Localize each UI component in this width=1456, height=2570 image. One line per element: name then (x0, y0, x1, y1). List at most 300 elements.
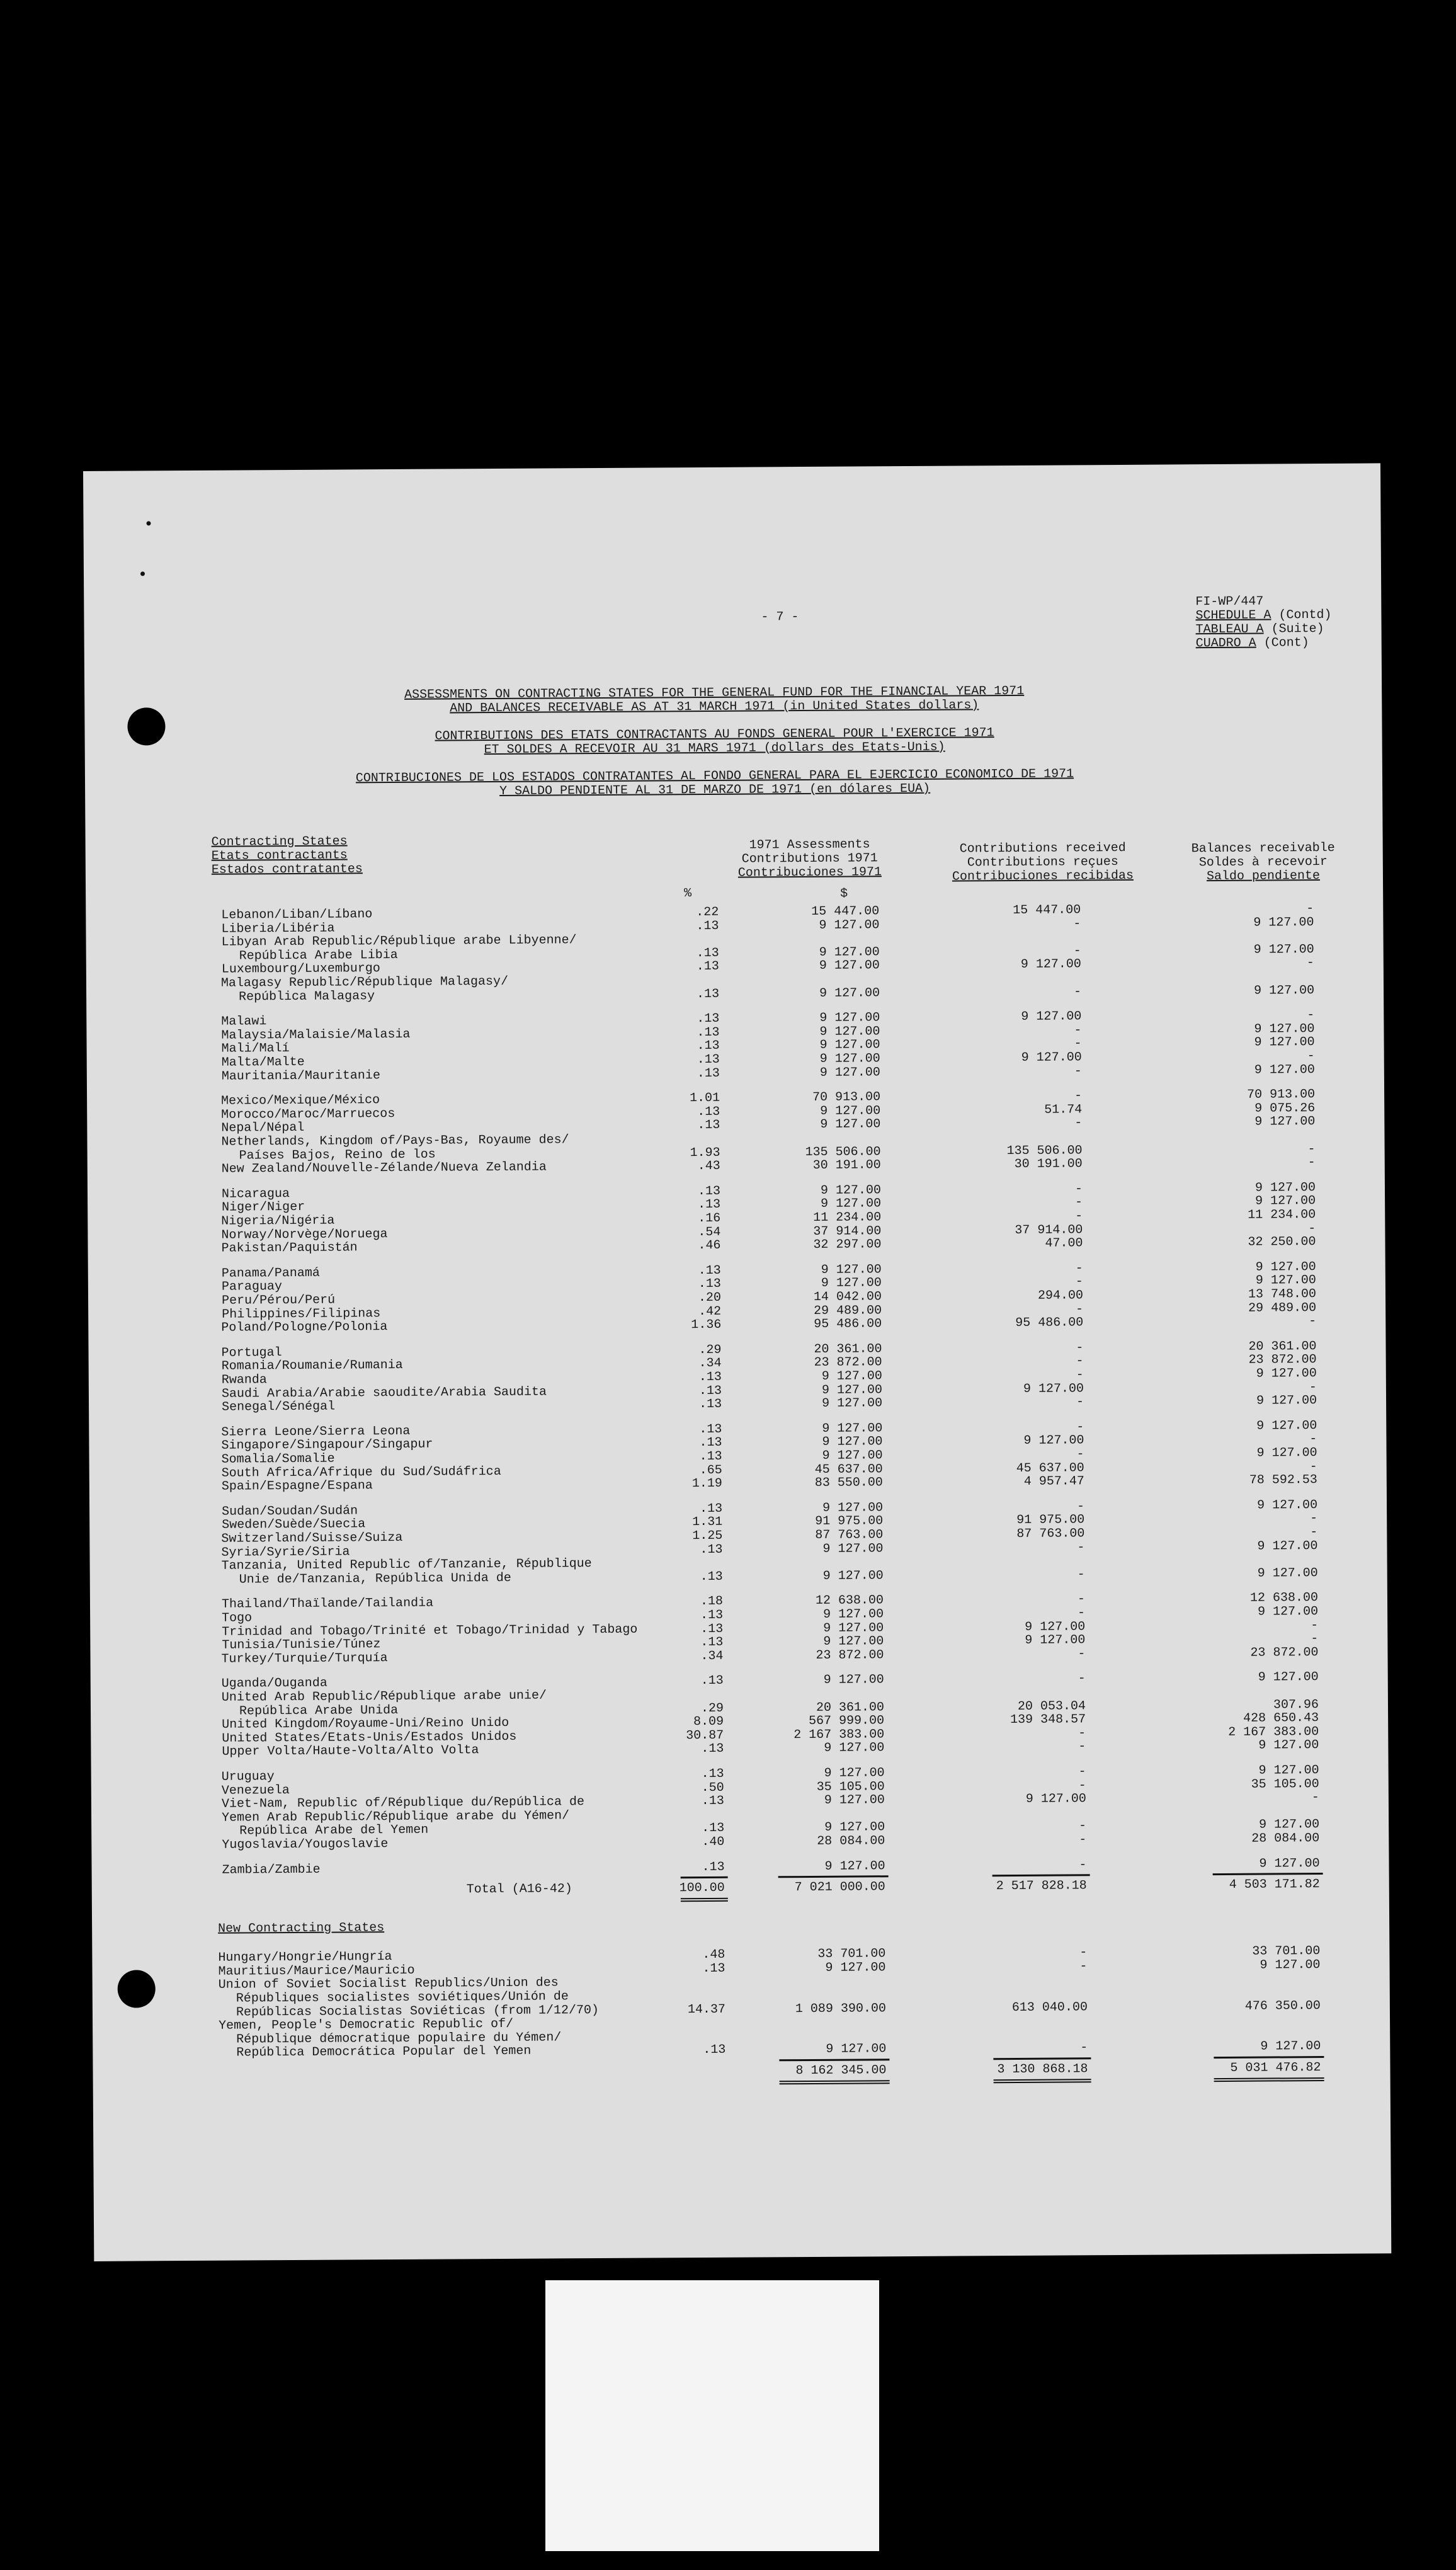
received-value: - (1074, 1182, 1083, 1197)
doc-line (1196, 622, 1324, 637)
percent-value: .13 (700, 1635, 724, 1650)
assessment-value: 12 638.00 (815, 1593, 884, 1609)
states-header-line: Contracting States (211, 834, 348, 850)
balance-value: 9 127.00 (1260, 1957, 1321, 1973)
state-name: Niger/Niger (222, 1200, 305, 1216)
received-value: 135 506.00 (1006, 1143, 1083, 1158)
ink-speck (140, 571, 145, 576)
state-name: Uganda/Ouganda (221, 1676, 327, 1692)
percent-value: .13 (701, 1794, 724, 1809)
assessment-value: 9 127.00 (823, 1634, 884, 1650)
state-name: Hungary/Hongrie/Hungría (218, 1950, 392, 1965)
percent-symbol: % (684, 886, 692, 901)
state-name: United States/Etats-Unis/Estados Unidos (222, 1729, 517, 1746)
percent-value: .20 (698, 1290, 722, 1306)
balance-value: 35 105.00 (1251, 1776, 1319, 1792)
state-name: República Arabe del Yemen (239, 1823, 429, 1839)
state-name: Rwanda (221, 1373, 267, 1388)
dollar-symbol: $ (840, 886, 848, 901)
total-received: 2 517 828.18 (996, 1878, 1087, 1894)
percent-value: 1.01 (690, 1091, 720, 1106)
assessment-value: 83 550.00 (814, 1475, 883, 1491)
double-rule (780, 2080, 890, 2084)
ink-speck (146, 521, 151, 525)
state-name: Yemen Arab Republic/République arabe du Yémen/ (221, 1808, 570, 1825)
state-name: Morocco/Maroc/Marruecos (221, 1106, 395, 1122)
assessment-value: 9 127.00 (821, 1262, 882, 1277)
state-name: Mauritania/Mauritanie (221, 1068, 380, 1084)
received-value: 613 040.00 (1011, 1999, 1088, 2015)
balance-value: 20 361.00 (1248, 1339, 1317, 1354)
assessment-value: 9 127.00 (823, 1672, 884, 1688)
balance-value: 307.96 (1273, 1697, 1319, 1713)
assessment-value: 14 042.00 (813, 1289, 882, 1305)
state-name: Turkey/Turquie/Turquía (221, 1650, 388, 1667)
percent-value: 1.19 (691, 1476, 722, 1492)
balance-value: 9 127.00 (1257, 1538, 1318, 1554)
title-fr-line: CONTRIBUTIONS DES ETATS CONTRACTANTS AU FONDS GENERAL POUR L'EXERCICE 1971 (435, 726, 994, 744)
assessment-value: 9 127.00 (819, 985, 880, 1001)
percent-value: .13 (703, 2043, 726, 2058)
balance-value: 9 127.00 (1254, 1180, 1316, 1196)
balance-value: 9 127.00 (1258, 1763, 1319, 1778)
balance-value: - (1306, 901, 1314, 917)
state-name: Mauritius/Maurice/Mauricio (218, 1963, 415, 1979)
received-value: 9 127.00 (1020, 957, 1081, 973)
received-value: - (1078, 1647, 1086, 1662)
assessment-value: 9 127.00 (824, 1740, 885, 1756)
received-header-line: Contributions reçues (967, 854, 1118, 871)
assessment-value: 28 084.00 (817, 1834, 885, 1849)
assessment-value: 9 127.00 (820, 1104, 881, 1119)
received-value: 9 127.00 (1025, 1633, 1086, 1648)
assessment-value: 1 089 390.00 (795, 2001, 887, 2016)
percent-value: .18 (700, 1594, 724, 1609)
percent-value: .13 (701, 1766, 724, 1782)
assessment-value: 9 127.00 (824, 1858, 885, 1874)
state-name: Portugal (221, 1345, 282, 1361)
percent-value: .22 (696, 905, 719, 920)
received-value: - (1077, 1539, 1085, 1555)
assessment-value: 9 127.00 (824, 1820, 885, 1836)
received-value: 4 957.47 (1023, 1474, 1084, 1490)
state-name: Sierra Leone/Sierra Leona (221, 1424, 411, 1440)
assessment-value: 135 506.00 (805, 1144, 881, 1160)
balance-value: 2 167 383.00 (1228, 1724, 1319, 1740)
percent-value: .13 (697, 1039, 720, 1054)
received-value: - (1078, 1778, 1086, 1793)
percent-value: .13 (699, 1422, 722, 1437)
index-card (545, 2280, 879, 2551)
doc-line-label: CUADRO A (1195, 636, 1256, 651)
percent-value: .13 (700, 1542, 723, 1557)
percent-value: .43 (697, 1159, 720, 1174)
received-value: - (1073, 984, 1082, 999)
received-value: - (1075, 1209, 1083, 1224)
received-value: - (1078, 1671, 1086, 1686)
title-es-line: CONTRIBUCIONES DE LOS ESTADOS CONTRATANTES AL FONDO GENERAL PARA EL EJERCICIO ECONOMICO DE 1971 (355, 767, 1074, 786)
percent-value: .13 (702, 1859, 725, 1875)
state-name: Zambia/Zambie (222, 1862, 321, 1878)
state-name: Singapore/Singapour/Singapur (221, 1437, 433, 1454)
state-name: Nicaragua (221, 1186, 290, 1202)
assessment-value: 30 191.00 (812, 1158, 881, 1174)
percent-value: .13 (697, 1052, 720, 1068)
assessment-value: 9 127.00 (821, 1369, 882, 1384)
assessments-header-line: 1971 Assessments (749, 837, 870, 853)
state-name: Senegal/Sénégal (222, 1399, 336, 1415)
double-rule (1214, 2077, 1324, 2082)
assessment-value: 9 127.00 (822, 1421, 883, 1436)
balance-value: - (1308, 1221, 1316, 1236)
state-name: Union of Soviet Socialist Republics/Union des (218, 1975, 559, 1993)
new-states-heading: New Contracting States (218, 1921, 385, 1936)
states-header-line: Estados contratantes (211, 862, 363, 877)
balance-value: 12 638.00 (1249, 1591, 1319, 1606)
state-name: Syria/Syrie/Siria (221, 1545, 350, 1560)
assessment-value: 9 127.00 (821, 1382, 883, 1398)
received-value: - (1078, 1606, 1086, 1621)
received-value: - (1073, 916, 1081, 932)
assessment-value: 9 127.00 (819, 958, 880, 974)
assessment-value: 45 637.00 (814, 1461, 883, 1477)
state-name: République démocratique populaire du Yémen/ (236, 2030, 562, 2047)
balance-value: - (1311, 1631, 1319, 1647)
state-name: United Kingdom/Royaume-Uni/Reino Unido (222, 1716, 509, 1732)
percent-value: .50 (701, 1780, 724, 1795)
received-value: - (1076, 1499, 1085, 1514)
balance-value: - (1311, 1618, 1319, 1633)
state-name: Malagasy Republic/République Malagasy/ (220, 974, 509, 991)
balance-value: - (1309, 1432, 1317, 1447)
doc-line (1195, 608, 1331, 623)
doc-symbol: FI-WP/447 (1195, 594, 1264, 610)
assessment-value: 15 447.00 (811, 904, 880, 919)
state-name: Panama/Panamá (221, 1265, 320, 1281)
received-value: - (1075, 1261, 1083, 1276)
received-value: - (1079, 1945, 1088, 1960)
percent-value: 1.36 (691, 1318, 722, 1333)
state-name: Malawi (221, 1014, 267, 1029)
title-en-line: AND BALANCES RECEIVABLE AS AT 31 MARCH 1971 (in United States dollars) (450, 698, 979, 716)
state-name: República Arabe Unida (239, 1703, 399, 1719)
state-name: Tanzania, United Republic of/Tanzanie, République (221, 1556, 592, 1573)
assessment-value: 9 127.00 (826, 2042, 887, 2057)
state-name: Tunisia/Tunisie/Túnez (222, 1637, 381, 1653)
received-value: - (1078, 1726, 1086, 1741)
assessments-header-line: Contribuciones 1971 (737, 865, 882, 881)
balance-value: 9 127.00 (1258, 1670, 1319, 1686)
state-name: Togo (222, 1611, 253, 1626)
state-name: Sudan/Soudan/Sudán (222, 1504, 358, 1519)
percent-value: .13 (697, 1012, 720, 1027)
state-name: Norway/Norvège/Noruega (221, 1226, 388, 1243)
balance-value: 9 127.00 (1258, 1604, 1319, 1619)
received-value: 9 127.00 (1025, 1791, 1086, 1807)
received-value: 15 447.00 (1013, 903, 1081, 918)
assessment-value: 9 127.00 (823, 1620, 884, 1636)
percent-value: .13 (697, 986, 720, 1002)
received-value: - (1074, 1116, 1083, 1131)
balance-value: 9 127.00 (1259, 1856, 1320, 1871)
assessment-value: 23 872.00 (816, 1648, 884, 1663)
assessment-value: 9 127.00 (822, 1448, 883, 1463)
double-rule (681, 1898, 728, 1902)
balance-value: - (1307, 1049, 1315, 1064)
single-rule (779, 2059, 889, 2061)
balance-value: - (1306, 956, 1314, 971)
percent-value: .13 (698, 1383, 722, 1398)
assessment-value: 29 489.00 (814, 1303, 882, 1318)
balance-value: 13 748.00 (1248, 1287, 1317, 1302)
balance-value: 9 075.26 (1254, 1100, 1316, 1116)
received-value: 9 127.00 (1023, 1381, 1084, 1396)
states-header-line: Etats contractants (211, 848, 348, 864)
state-name: Somalia/Somalie (221, 1451, 335, 1467)
received-value: - (1078, 1739, 1086, 1754)
assessment-value: 32 297.00 (813, 1237, 882, 1253)
balance-value: 9 127.00 (1255, 1259, 1316, 1275)
state-name: Viet-Nam, Republic of/République du/República de (221, 1795, 585, 1812)
state-name: Philippines/Filipinas (222, 1306, 381, 1322)
state-name: Liberia/Libéria (221, 921, 335, 937)
doc-line-label: TABLEAU A (1195, 622, 1264, 637)
grand-total-assessment: 8 162 345.00 (795, 2063, 887, 2079)
assessment-value: 11 234.00 (813, 1210, 882, 1225)
state-name: Malta/Malte (221, 1054, 305, 1070)
percent-value: .13 (700, 1621, 724, 1636)
percent-value: .13 (699, 1436, 722, 1451)
assessment-value: 20 361.00 (814, 1342, 882, 1357)
assessment-value: 95 486.00 (814, 1316, 882, 1332)
balance-value: 32 250.00 (1248, 1235, 1316, 1250)
assessment-value: 9 127.00 (824, 1766, 885, 1781)
balance-value: 9 127.00 (1256, 1446, 1317, 1461)
percent-value: .13 (696, 945, 719, 961)
balance-value: - (1310, 1525, 1318, 1540)
received-value: - (1080, 2040, 1088, 2055)
state-name: Unie de/Tanzania, República Unida de (239, 1570, 511, 1587)
state-name: Repúblicas Socialistas Soviéticas (from 1/12/70) (236, 2002, 600, 2020)
state-name: Trinidad and Tobago/Trinité et Tobago/Trinidad y Tabago (222, 1622, 638, 1640)
balance-value: 78 592.53 (1249, 1473, 1317, 1488)
balance-value: 29 489.00 (1248, 1300, 1317, 1316)
assessment-value: 35 105.00 (816, 1779, 885, 1795)
doc-line-label: SCHEDULE A (1195, 608, 1271, 624)
state-name: South Africa/Afrique du Sud/Sudáfrica (221, 1464, 501, 1481)
balance-value: 9 127.00 (1254, 1114, 1316, 1130)
assessment-value: 9 127.00 (825, 1960, 886, 1975)
received-value: - (1076, 1447, 1084, 1462)
punch-hole (118, 1970, 156, 2007)
received-value: 95 486.00 (1015, 1315, 1084, 1331)
state-name: Nigeria/Nigéria (221, 1213, 335, 1229)
total-assessment: 7 021 000.00 (794, 1880, 885, 1895)
single-rule (778, 1875, 889, 1878)
state-name: Yemen, People's Democratic Republic of/ (219, 2017, 514, 2033)
balance-value: 9 127.00 (1256, 1366, 1317, 1381)
percent-value: .16 (698, 1211, 721, 1226)
assessment-value: 87 763.00 (815, 1528, 884, 1543)
received-value: 9 127.00 (1025, 1619, 1086, 1635)
assessment-value: 20 361.00 (816, 1699, 885, 1715)
received-value: 45 637.00 (1016, 1460, 1084, 1476)
state-name: Poland/Pologne/Polonia (221, 1320, 388, 1335)
single-rule (1213, 1873, 1323, 1875)
assessment-value: 9 127.00 (820, 1117, 881, 1133)
state-name: Netherlands, Kingdom of/Pays-Bas, Royaume des/ (221, 1133, 569, 1150)
percent-value: .48 (702, 1948, 725, 1963)
assessment-value: 9 127.00 (819, 917, 880, 933)
title-fr-line: ET SOLDES A RECEVOIR AU 31 MARS 1971 (dollars des Etats-Unis) (484, 740, 945, 758)
received-value: - (1075, 1195, 1083, 1210)
received-value: - (1079, 1819, 1087, 1834)
received-value: - (1079, 1857, 1087, 1872)
balances-header-line: Soldes à recevoir (1198, 854, 1328, 871)
balance-value: 23 872.00 (1248, 1352, 1317, 1368)
balance-value: 476 350.00 (1244, 1998, 1321, 2014)
state-name: Peru/Pérou/Perú (221, 1293, 336, 1308)
state-name: Sweden/Suède/Suecia (222, 1517, 366, 1533)
balance-value: 9 127.00 (1253, 983, 1315, 998)
received-value: - (1076, 1368, 1084, 1383)
received-value: 87 763.00 (1016, 1526, 1085, 1541)
assessment-value: 9 127.00 (819, 1051, 880, 1066)
percent-value: 1.93 (690, 1145, 720, 1160)
assessment-value: 2 167 383.00 (793, 1727, 885, 1742)
received-value: - (1077, 1567, 1085, 1582)
percent-value: .40 (702, 1834, 725, 1850)
assessment-value: 70 913.00 (812, 1090, 881, 1105)
doc-line-suffix: (Cont) (1256, 636, 1309, 651)
assessment-value: 9 127.00 (819, 945, 880, 960)
balance-value: 70 913.00 (1246, 1087, 1316, 1102)
percent-value: 30.87 (686, 1728, 724, 1743)
percent-value: .29 (700, 1701, 724, 1716)
assessment-value: 9 127.00 (822, 1434, 883, 1450)
balance-value: 9 127.00 (1253, 942, 1314, 957)
state-name: Switzerland/Suisse/Suiza (221, 1530, 403, 1546)
state-name: Thailand/Thaïlande/Tailandia (221, 1596, 434, 1613)
state-name: Pakistan/Paquistán (221, 1240, 358, 1256)
received-value: - (1078, 1764, 1086, 1779)
state-name: New Zealand/Nouvelle-Zélande/Nueva Zelandia (221, 1160, 547, 1177)
percent-value: .65 (699, 1463, 722, 1478)
state-name: Paraguay (221, 1279, 283, 1295)
percent-value: .54 (698, 1225, 721, 1240)
balance-value: - (1309, 1314, 1317, 1329)
balance-value: 28 084.00 (1251, 1831, 1320, 1846)
balance-value: 9 127.00 (1256, 1418, 1317, 1434)
balance-value: 11 234.00 (1248, 1208, 1316, 1223)
percent-value: .13 (698, 1197, 721, 1213)
double-rule (994, 2079, 1091, 2083)
received-value: 51.74 (1044, 1102, 1083, 1117)
state-name: Países Bajos, Reino de los (239, 1147, 436, 1163)
percent-value: .13 (699, 1449, 722, 1465)
balance-value: - (1310, 1511, 1318, 1526)
received-value: - (1076, 1395, 1084, 1410)
state-name: Yugoslavia/Yougoslavie (222, 1837, 389, 1853)
received-header-line: Contribuciones recibidas (952, 868, 1134, 884)
percent-value: .13 (700, 1608, 724, 1623)
balance-value: 9 127.00 (1256, 1393, 1317, 1408)
state-name: Luxembourg/Luxemburgo (221, 961, 380, 978)
percent-value: .13 (698, 1277, 721, 1292)
balance-value: - (1309, 1379, 1317, 1395)
percent-value: .13 (698, 1369, 722, 1385)
received-value: - (1076, 1420, 1084, 1435)
percent-value: 14.37 (687, 2002, 726, 2017)
received-value: - (1074, 1036, 1082, 1051)
balance-value: - (1307, 1155, 1316, 1170)
received-value: 9 127.00 (1021, 1009, 1082, 1025)
balance-value: 23 872.00 (1250, 1645, 1319, 1660)
assessment-value: 9 127.00 (819, 1065, 880, 1080)
state-name: United Arab Republic/République arabe unie/ (221, 1688, 547, 1705)
percent-value: .13 (701, 1742, 724, 1757)
received-value: 30 191.00 (1014, 1156, 1083, 1172)
grand-total-received: 3 130 868.18 (997, 2062, 1088, 2077)
percent-value: 8.09 (693, 1715, 724, 1730)
assessment-value: 567 999.00 (809, 1713, 885, 1729)
balance-value: - (1307, 1141, 1316, 1156)
percent-value: .13 (698, 1263, 721, 1278)
percent-value: .13 (697, 1066, 720, 1081)
percent-value: .13 (697, 1025, 720, 1040)
percent-value: .34 (698, 1356, 722, 1371)
state-name: Romania/Roumanie/Rumania (221, 1358, 403, 1374)
percent-value: .34 (700, 1648, 724, 1664)
percent-value: .13 (696, 918, 719, 934)
received-value: 20 053.04 (1017, 1698, 1086, 1714)
percent-value: .13 (699, 1501, 723, 1516)
received-value: - (1076, 1340, 1084, 1356)
received-value: 294.00 (1037, 1288, 1084, 1303)
balance-value: 9 127.00 (1254, 1062, 1315, 1078)
balance-value: 9 127.00 (1260, 2039, 1321, 2055)
received-value: - (1074, 1063, 1082, 1078)
received-value: 139 348.57 (1010, 1712, 1086, 1728)
balances-header-line: Saldo pendiente (1206, 869, 1321, 884)
balance-value: 9 127.00 (1259, 1817, 1320, 1833)
doc-line-suffix: (Suite) (1263, 621, 1324, 637)
state-name: República Democrática Popular del Yemen (236, 2044, 532, 2060)
assessment-value: 9 127.00 (819, 1024, 880, 1039)
assessment-value: 9 127.00 (820, 1183, 882, 1198)
state-name: Upper Volta/Haute-Volta/Alto Volta (222, 1743, 479, 1760)
state-name: República Malagasy (239, 988, 375, 1005)
total-label: Total (A16-42) (466, 1882, 572, 1897)
percent-value: .13 (700, 1569, 723, 1584)
assessment-value: 9 127.00 (822, 1568, 884, 1584)
state-name: Saudi Arabia/Arabie saoudite/Arabia Saudita (221, 1385, 547, 1402)
assessment-value: 9 127.00 (821, 1196, 882, 1212)
state-name: Spain/Espagne/Espana (221, 1478, 373, 1494)
percent-value: .13 (697, 1104, 720, 1119)
assessment-value: 9 127.00 (819, 1037, 880, 1053)
balance-value: 9 127.00 (1253, 915, 1314, 930)
percent-value: .13 (702, 1821, 725, 1836)
received-value: 9 127.00 (1021, 1050, 1082, 1065)
percent-value: .13 (698, 1397, 722, 1412)
page-number: - 7 - (761, 610, 799, 625)
assessments-header-line: Contributions 1971 (741, 851, 878, 867)
balances-header-line: Balances receivable (1191, 840, 1335, 857)
assessment-value: 9 127.00 (819, 1010, 880, 1026)
balance-value: 428 650.43 (1243, 1711, 1319, 1726)
percent-value: .42 (698, 1304, 722, 1319)
